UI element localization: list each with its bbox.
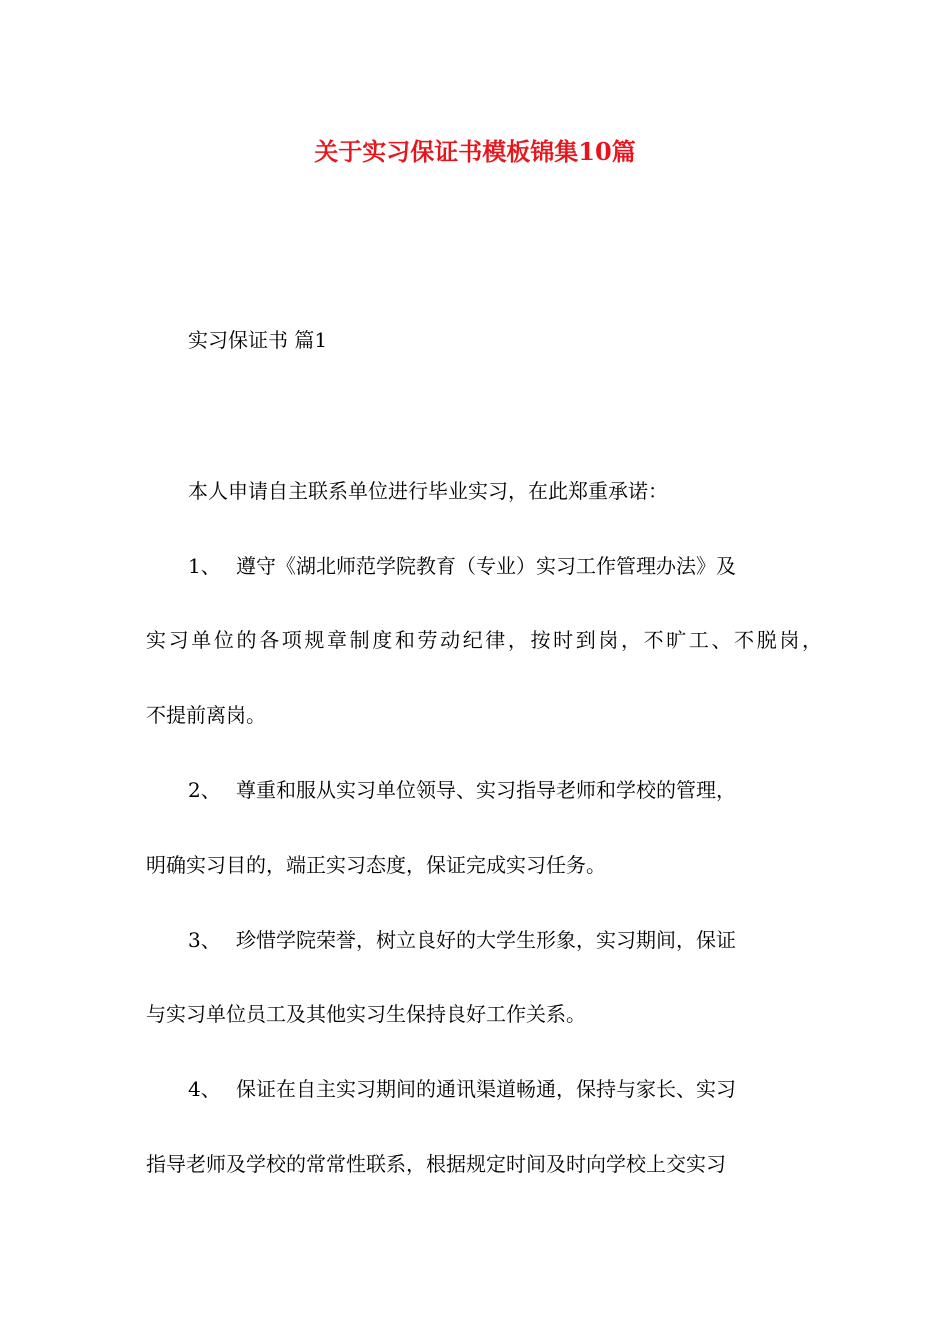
item-1-line-1 <box>188 548 736 584</box>
item-4-line-2: 指导老师及学校的常常性联系，根据规定时间及时向学校上交实习 <box>146 1152 726 1176</box>
item-2-line-1 <box>188 772 736 808</box>
item-3-text-1: 珍惜学院荣誉，树立良好的大学生形象，实习期间，保证 <box>236 928 736 952</box>
item-3-line-2: 与实习单位员工及其他实习生保持良好工作关系。 <box>146 1002 586 1026</box>
item-1-line-3: 不提前离岗。 <box>146 703 266 727</box>
item-4-number: 4、 <box>188 1077 221 1101</box>
section-heading: 实习保证书 篇1 <box>188 328 328 352</box>
item-1-text-1: 遵守《湖北师范学院教育（专业）实习工作管理办法》及 <box>236 554 736 578</box>
item-1-line-2: 实习单位的各项规章制度和劳动纪律，按时到岗，不旷工、不脱岗， <box>146 628 822 652</box>
item-3-number: 3、 <box>188 928 221 952</box>
intro-paragraph: 本人申请自主联系单位进行毕业实习，在此郑重承诺： <box>188 479 668 503</box>
item-2-number: 2、 <box>188 778 221 802</box>
item-4-line-1 <box>188 1071 736 1107</box>
item-3-line-1 <box>188 922 736 958</box>
item-1-number: 1、 <box>188 554 221 578</box>
item-4-text-1: 保证在自主实习期间的通讯渠道畅通，保持与家长、实习 <box>236 1077 736 1101</box>
item-2-line-2: 明确实习目的，端正实习态度，保证完成实习任务。 <box>146 853 606 877</box>
document-title: 关于实习保证书模板锦集10篇 <box>314 137 636 166</box>
item-2-text-1: 尊重和服从实习单位领导、实习指导老师和学校的管理， <box>236 778 736 802</box>
